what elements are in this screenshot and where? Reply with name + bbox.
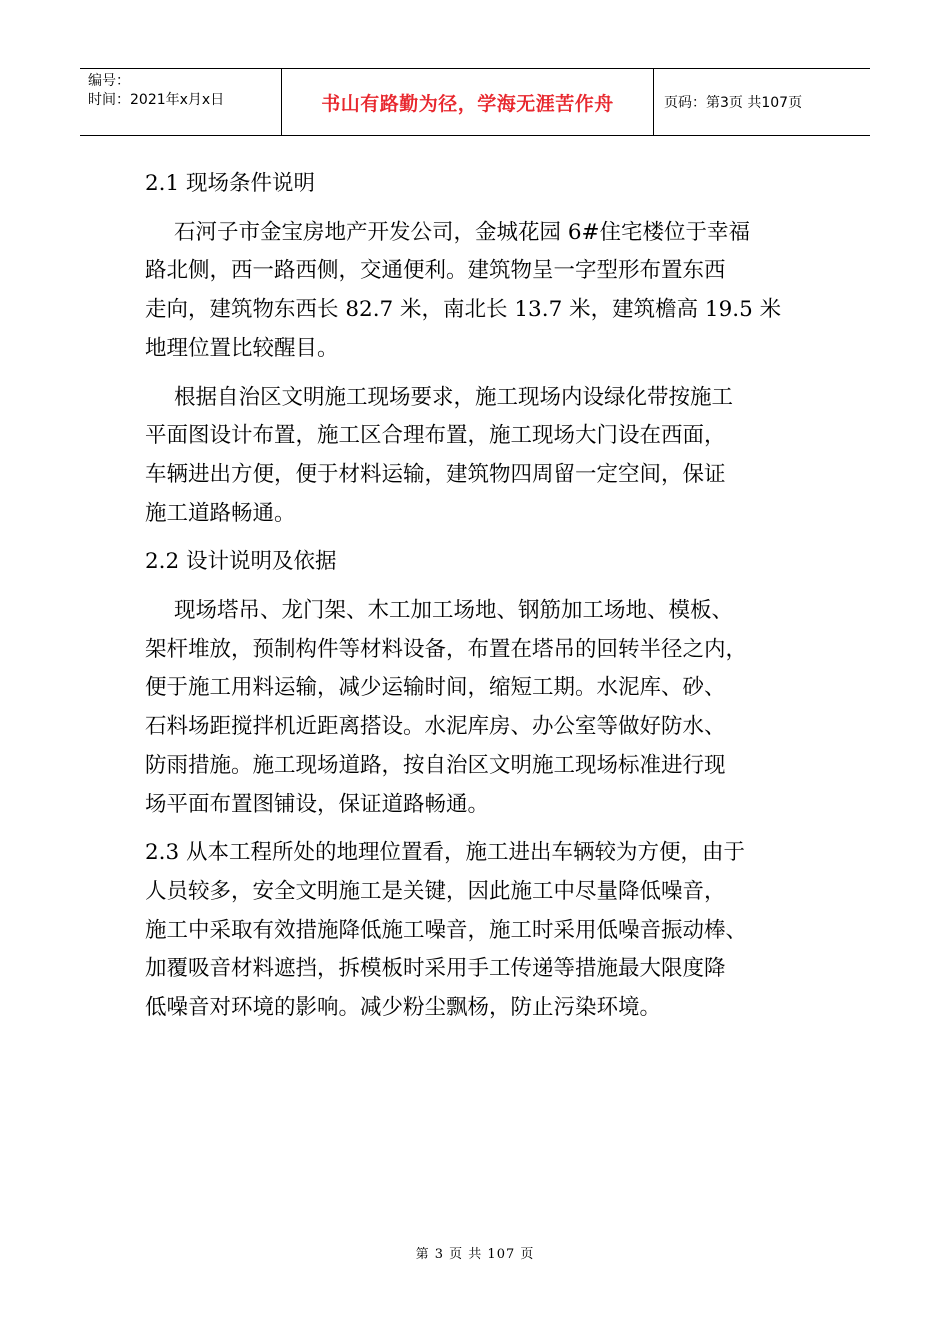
paragraph-line: 便于施工用料运输，减少运输时间，缩短工期。水泥库、砂、 <box>145 675 726 701</box>
section-heading-2-2: 2.2 设计说明及依据 <box>145 549 337 575</box>
section-heading-2-1: 2.1 现场条件说明 <box>145 171 316 196</box>
paragraph-line: 平面图设计布置，施工区合理布置，施工现场大门设在西面， <box>145 423 726 449</box>
document-body <box>145 165 845 1028</box>
paragraph-line: 走向，建筑物东西长 82.7 米，南北长 13.7 米，建筑檐高 19.5 米 <box>145 297 782 323</box>
header-motto-cell <box>282 69 654 135</box>
paragraph-line: 地理位置比较醒目。 <box>145 335 339 361</box>
paragraph-line: 车辆进出方便，便于材料运输，建筑物四周留一定空间，保证 <box>145 461 726 487</box>
paragraph-line: 石河子市金宝房地产开发公司，金城花园 6#住宅楼位于幸福 <box>174 219 751 245</box>
paragraph-line: 防雨措施。施工现场道路，按自治区文明施工现场标准进行现 <box>145 752 726 778</box>
header-page-info: 页码：第3页 共107页 <box>664 95 803 111</box>
paragraph-line: 石料场距搅拌机近距离搭设。水泥库房、办公室等做好防水、 <box>145 714 726 740</box>
header-motto: 书山有路勤为径，学海无涯苦作舟 <box>321 92 614 115</box>
paragraph-line: 架杆堆放，预制构件等材料设备，布置在塔吊的回转半径之内， <box>145 636 748 662</box>
document-number-label: 编号： <box>88 73 130 89</box>
paragraph-line: 加覆吸音材料遮挡，拆模板时采用手工传递等措施最大限度降 <box>145 956 726 982</box>
paragraph-line: 人员较多，安全文明施工是关键，因此施工中尽量降低噪音， <box>145 878 726 904</box>
document-date-label: 时间：2021年x月x日 <box>88 92 225 108</box>
paragraph-line: 根据自治区文明施工现场要求，施工现场内设绿化带按施工 <box>174 384 734 410</box>
header-meta-cell <box>80 69 282 135</box>
page-header <box>80 68 870 136</box>
paragraph-line: 施工中采取有效措施降低施工噪音，施工时采用低噪音振动棒、 <box>145 917 748 943</box>
paragraph-line: 场平面布置图铺设，保证道路畅通。 <box>145 791 490 817</box>
section-2-3-line: 2.3 从本工程所处的地理位置看，施工进出车辆较为方便，由于 <box>145 840 746 866</box>
paragraph-line: 低噪音对环境的影响。减少粉尘飘杨，防止污染环境。 <box>145 995 662 1021</box>
paragraph-line: 路北侧，西一路西侧，交通便利。建筑物呈一字型形布置东西 <box>145 258 726 284</box>
paragraph-line: 施工道路畅通。 <box>145 500 296 526</box>
page-footer: 第 3 页 共 107 页 <box>415 1247 535 1262</box>
header-page-cell <box>654 69 870 135</box>
paragraph-line: 现场塔吊、龙门架、木工加工场地、钢筋加工场地、模板、 <box>174 598 734 624</box>
